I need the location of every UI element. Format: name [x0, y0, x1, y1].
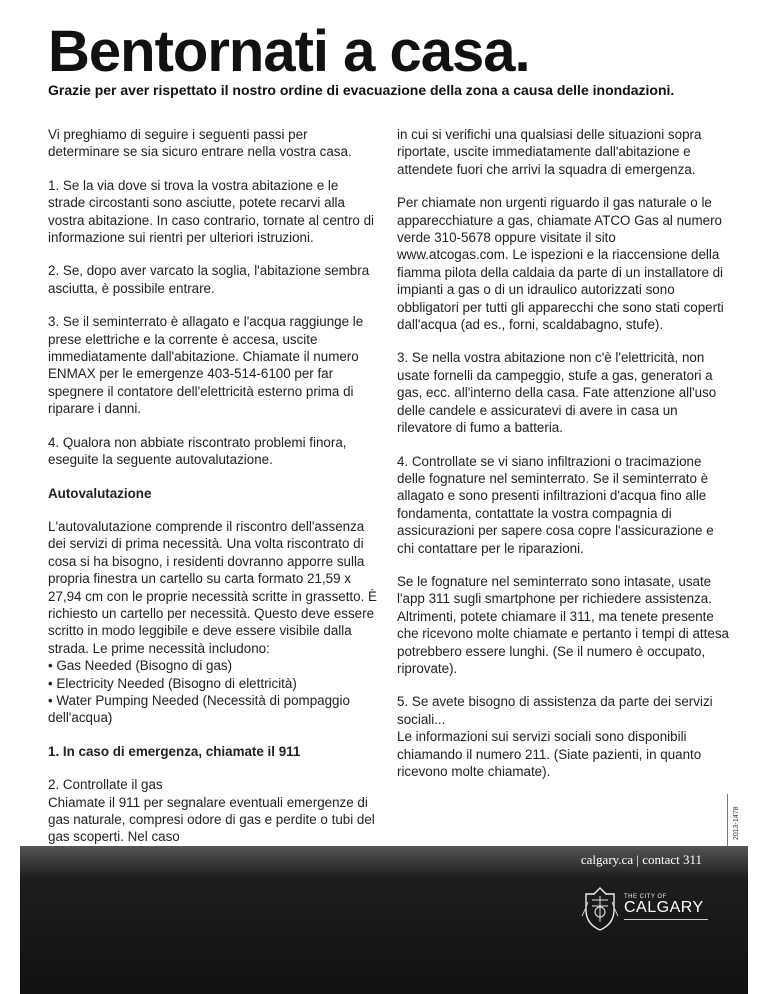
- step-1: 1. Se la via dove si trova la vostra abitazione e le strade circostanti sono asciutte, potete recarvi alla vostra abitazione. In caso contrario, tornate al centro di informazione sui rientri per ulteriori istruzioni.: [48, 177, 375, 246]
- crest-icon: [580, 886, 620, 932]
- step-3-electricity: 3. Se nella vostra abitazione non c'è l'elettricità, non usate fornelli da campeggio, stufe a gas, generatori a gas, ecc. all'interno della casa. Fate attenzione all'uso delle candele e assicuratevi di avere in casa un rilevatore di fumo a batteria.: [397, 350, 717, 436]
- contact-text: calgary.ca | contact 311: [580, 852, 702, 867]
- self-assessment-text: L'autovalutazione comprende il riscontro dell'assenza dei servizi di prima necessità. Una volta riscontrato di cosa si ha bisogno, i residenti dovranno apporre sulla propria finestra un cartello su carta formato 21,59 x 27,94 cm con le proprie necessità scritte in grassetto. È richiesto un cartello per necessità. Questo deve essere scritto in modo leggibile e deve essere visibile dalla strada. Le prime necessità includono:: [48, 518, 377, 656]
- divider: [727, 794, 728, 850]
- social-services-text: Le informazioni sui servizi sociali sono disponibili chiamando il numero 211. (Siate pazienti, in quanto ricevono molte chiamate).: [397, 729, 702, 779]
- right-column: [397, 126, 729, 780]
- left-column: [48, 126, 378, 846]
- self-assessment-heading: Autovalutazione: [48, 485, 152, 501]
- list-item: • Gas Needed (Bisogno di gas): [48, 658, 233, 674]
- social-services-section: [397, 693, 729, 780]
- sewer-311-paragraph: Se le fognature nel seminterrato sono intasate, usate l'app 311 sugli smartphone per richiedere assistenza. Altrimenti, potete chiamare il 311, ma tenete presente che ricevono molte chiamate e pertanto i tempi di attesa potrebbero essere lunghi. (Se il numero è occupato, riprovate).: [397, 573, 729, 676]
- city-logo: [580, 886, 730, 936]
- emergency-heading: 1. In caso di emergenza, chiamate il 911: [48, 743, 301, 759]
- list-item: • Electricity Needed (Bisogno di elettricità): [48, 675, 297, 691]
- gas-section: [48, 776, 378, 846]
- logo-city-name: CALGARY: [624, 899, 704, 916]
- gas-heading: 2. Controllate il gas: [48, 777, 163, 793]
- page-subtitle: Grazie per aver rispettato il nostro ordine di evacuazione della zona a causa delle inondazioni.: [48, 82, 675, 98]
- document-code: 2013-1478: [733, 806, 740, 840]
- atco-paragraph: Per chiamate non urgenti riguardo il gas naturale o le apparecchiature a gas, chiamate ATCO Gas al numero verde 310-5678 oppure visitate il sito www.atcogas.com. Le ispezioni e la riaccensione della fiamma pilota della caldaia da parte di un installatore di impianti a gas o di un idraulico autorizzati sono obbligatori per tutti gli apparecchi che sono stati coperti dall'acqua (ad es., forni, scaldabagno, stufe).: [397, 195, 724, 333]
- gas-continued-paragraph: in cui si verifichi una qualsiasi delle situazioni sopra riportate, uscite immediatamente dall'abitazione e attendete fuori che arrivi la squadra di emergenza.: [397, 127, 702, 177]
- logo-small-text: THE CITY OF: [624, 894, 667, 900]
- step-4: 4. Qualora non abbiate riscontrato problemi finora, eseguite la seguente autovalutazione.: [48, 434, 347, 468]
- step-3: 3. Se il seminterrato è allagato e l'acqua raggiunge le prese elettriche e la corrente è accesa, uscite immediatamente dall'abitazione. Chiamate il numero ENMAX per le emergenze 403-514-6100 per far spegnere il contatore dell'elettricità esterno prima di riparare i danni.: [48, 314, 364, 417]
- self-assessment-section: [48, 518, 378, 727]
- intro-paragraph: Vi preghiamo di seguire i seguenti passi per determinare se sia sicuro entrare nella vostra casa.: [48, 127, 352, 160]
- page-title: Bentornati a casa.: [48, 19, 530, 84]
- logo-rule: [624, 919, 708, 920]
- step-5-heading: 5. Se avete bisogno di assistenza da parte dei servizi sociali...: [397, 694, 713, 727]
- needs-list: [48, 657, 378, 727]
- step-2: 2. Se, dopo aver varcato la soglia, l'abitazione sembra asciutta, è possibile entrare.: [48, 263, 370, 296]
- step-4-sewer: 4. Controllate se vi siano infiltrazioni o tracimazione delle fognature nel seminterrato. Se il seminterrato è allagato e sono presenti infiltrazioni d'acqua fino alle fondamenta, contattate la vostra compagnia di assicurazioni per sapere cosa copre l'assicurazione e chi contattare per le riparazioni.: [397, 453, 714, 556]
- gas-text: Chiamate il 911 per segnalare eventuali emergenze di gas naturale, compresi odore di gas e perdite o tubi del gas scoperti. Nel caso: [48, 794, 375, 845]
- footer: [20, 846, 748, 994]
- list-item: • Water Pumping Needed (Necessità di pompaggio dell'acqua): [48, 692, 350, 726]
